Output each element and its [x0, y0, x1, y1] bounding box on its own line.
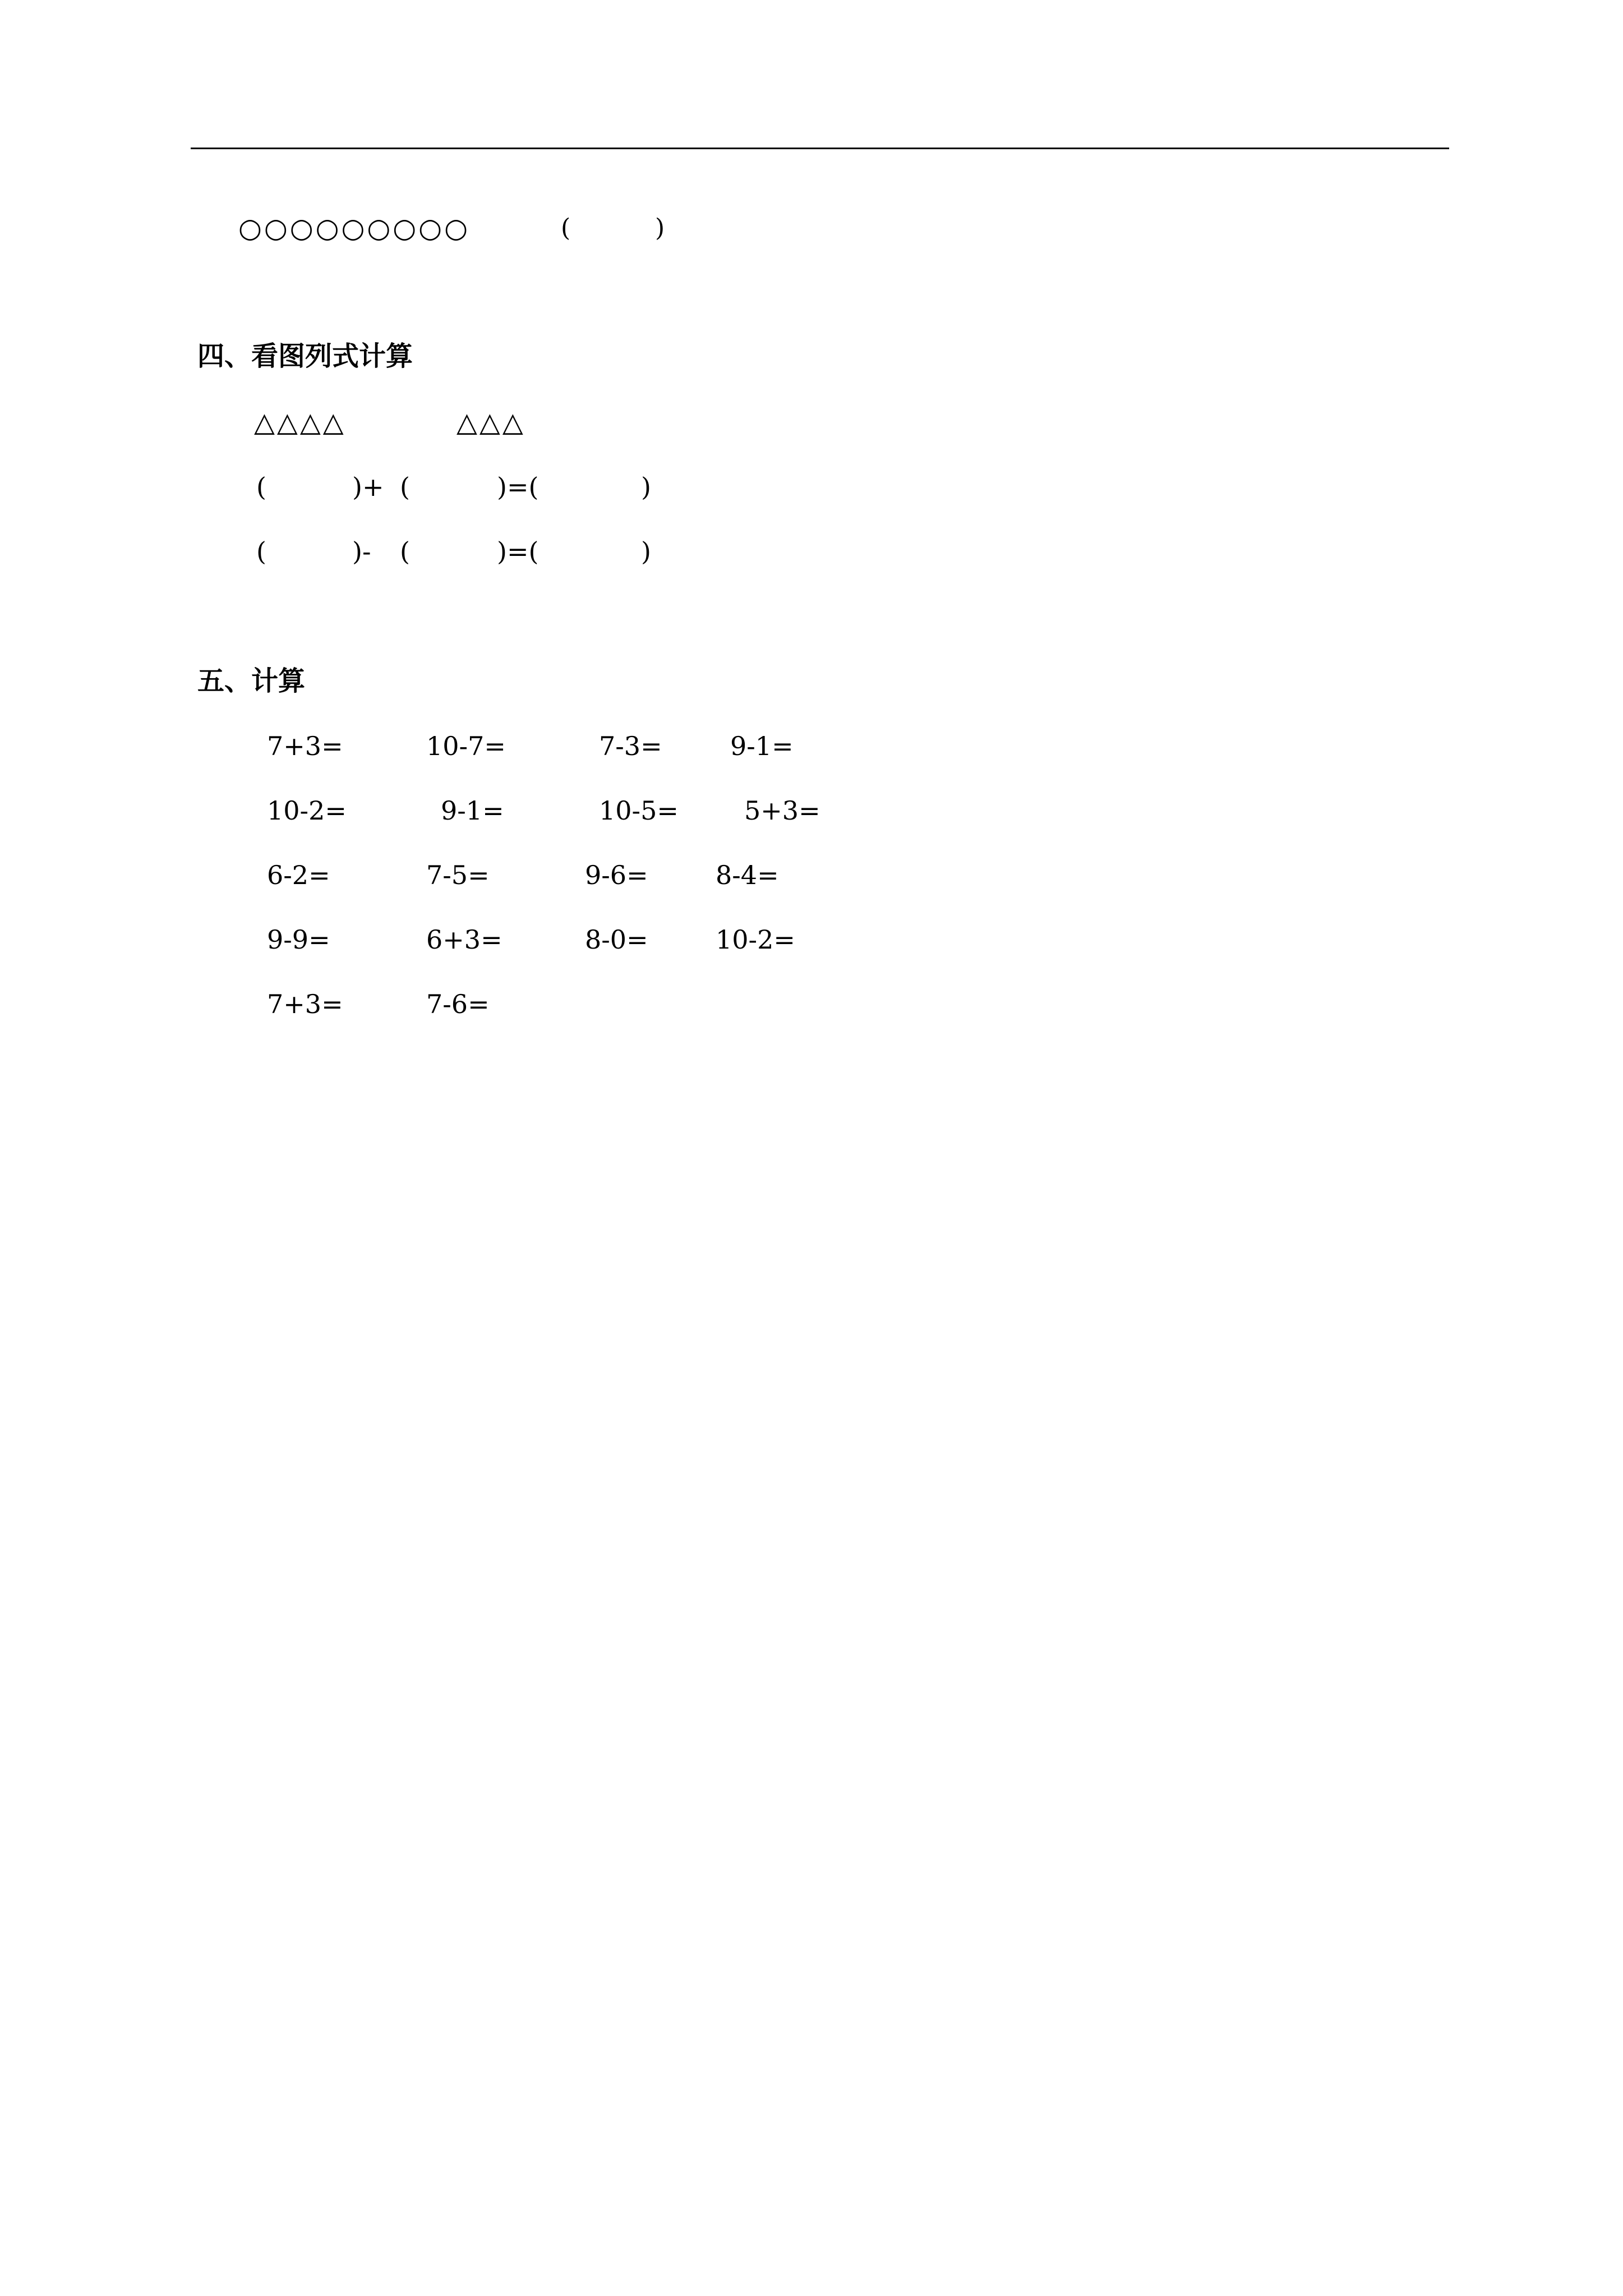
calc-item: 10-5=	[599, 795, 679, 826]
triangles-right: △△△	[457, 407, 525, 438]
calc-item: 8-4=	[716, 860, 779, 890]
calc-item: 7-6=	[426, 989, 490, 1019]
calc-item: 8-0=	[585, 924, 648, 955]
sub-paren-3-close: )	[641, 536, 651, 567]
calc-item: 5+3=	[744, 795, 820, 826]
calc-item: 7-3=	[599, 731, 662, 761]
calc-item: 6-2=	[267, 860, 330, 890]
sub-paren-2-close-equals: )=(	[497, 536, 539, 567]
section-5-heading: 五、计算	[197, 665, 306, 697]
calc-item: 7+3=	[267, 731, 343, 761]
sub-paren-1-open: (	[256, 536, 266, 567]
add-paren-2-open: (	[400, 472, 410, 502]
calc-item: 10-2=	[267, 795, 347, 826]
calc-item: 9-1=	[441, 795, 504, 826]
add-paren-1-close-plus: )+	[352, 472, 384, 502]
calc-item: 10-2=	[716, 924, 795, 955]
sub-paren-1-close-minus: )-	[352, 536, 371, 567]
add-paren-3-close: )	[641, 472, 651, 502]
calc-item: 9-9=	[267, 924, 330, 955]
sub-paren-2-open: (	[400, 536, 410, 567]
answer-paren-open: (	[561, 214, 571, 242]
triangles-left: △△△△	[254, 407, 346, 438]
calc-item: 9-1=	[730, 731, 794, 761]
calc-item: 6+3=	[426, 924, 502, 955]
section-4-heading: 四、看图列式计算	[197, 341, 413, 372]
add-paren-2-close-equals: )=(	[497, 472, 539, 502]
calc-item: 7-5=	[426, 860, 490, 890]
circles-row: ○○○○○○○○○	[238, 213, 470, 244]
header-rule	[191, 148, 1449, 149]
calc-item: 10-7=	[426, 731, 506, 761]
answer-paren-close: )	[655, 214, 665, 242]
calc-item: 9-6=	[585, 860, 648, 890]
add-paren-1-open: (	[256, 472, 266, 502]
calc-item: 7+3=	[267, 989, 343, 1019]
